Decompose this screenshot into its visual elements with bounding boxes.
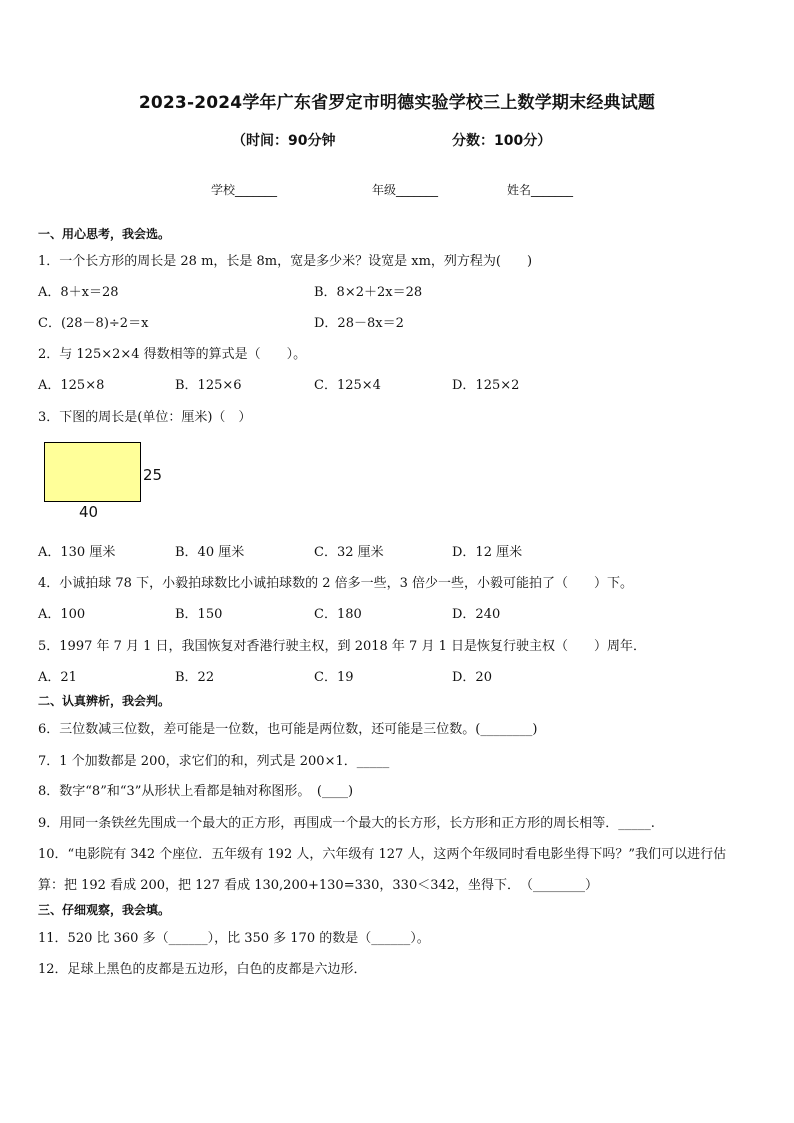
question-1: 1．一个长方形的周长是 28 m，长是 8m，宽是多少米？设宽是 xm，列方程为( ) — [38, 254, 533, 269]
q2-option-d: D．125×2 — [452, 378, 520, 393]
question-8: 8．数字“8”和“3”从形状上看都是轴对称图形。 (____) — [38, 784, 354, 799]
q5-option-b: B．22 — [175, 670, 215, 685]
page-title: 2023-2024学年广东省罗定市明德实验学校三上数学期末经典试题 — [138, 93, 656, 113]
exam-time: （时间：90分钟 — [232, 133, 336, 149]
question-12: 12．足球上黑色的皮都是五边形，白色的皮都是六边形． — [38, 962, 367, 977]
question-2: 2．与 125×2×4 得数相等的算式是（ ）。 — [38, 347, 307, 362]
q2-option-b: B．125×6 — [175, 378, 242, 393]
question-6: 6．三位数减三位数，差可能是一位数，也可能是两位数，还可能是三位数。(________) — [38, 722, 538, 737]
rectangle-figure — [44, 442, 141, 502]
q1-option-a: A．8＋x＝28 — [38, 285, 119, 300]
q4-option-b: B．150 — [175, 607, 223, 622]
q3-option-a: A．130 厘米 — [38, 545, 116, 560]
section-heading-1: 一、用心思考，我会选。 — [38, 227, 171, 241]
question-11: 11．520 比 360 多（______），比 350 多 170 的数是（______）。 — [38, 931, 430, 946]
name-field: 姓名_______ — [507, 183, 574, 197]
exam-score: 分数：100分） — [452, 133, 552, 149]
q1-option-c: C．(28－8)÷2＝x — [38, 316, 149, 331]
rectangle-height-label: 25 — [143, 466, 163, 484]
q1-option-d: D．28－8x＝2 — [314, 316, 404, 331]
question-7: 7．1 个加数都是 200，求它们的和，列式是 200×1．_____ — [38, 754, 390, 769]
q3-option-b: B．40 厘米 — [175, 545, 245, 560]
q3-option-d: D．12 厘米 — [452, 545, 523, 560]
question-4: 4．小诚拍球 78 下，小毅拍球数比小诚拍球数的 2 倍多一些，3 倍少一些，小毅可能拍了（ ）下。 — [38, 576, 634, 591]
school-field: 学校_______ — [211, 183, 278, 197]
question-3: 3．下图的周长是(单位：厘米)（ ） — [38, 410, 252, 425]
section-heading-2: 二、认真辨析，我会判。 — [38, 694, 171, 708]
q5-option-a: A．21 — [38, 670, 77, 685]
q1-option-b: B．8×2＋2x＝28 — [314, 285, 423, 300]
q3-option-c: C．32 厘米 — [314, 545, 384, 560]
grade-field: 年级_______ — [372, 183, 439, 197]
q2-option-c: C．125×4 — [314, 378, 381, 393]
question-10-line-2: 算：把 192 看成 200，把 127 看成 130,200+130=330，330＜342，坐得下． （________） — [38, 878, 599, 893]
question-10-line-1: 10．“电影院有 342 个座位．五年级有 192 人，六年级有 127 人，这两个年级同时看电影坐得下吗？”我们可以进行估 — [38, 847, 727, 862]
q4-option-c: C．180 — [314, 607, 362, 622]
question-5: 5．1997 年 7 月 1 日，我国恢复对香港行驶主权，到 2018 年 7 月 1 日是恢复行驶主权（ ）周年． — [38, 639, 646, 654]
q4-option-d: D．240 — [452, 607, 501, 622]
section-heading-3: 三、仔细观察，我会填。 — [38, 903, 171, 917]
q5-option-c: C．19 — [314, 670, 354, 685]
rectangle-width-label: 40 — [79, 503, 99, 521]
question-9: 9．用同一条铁丝先围成一个最大的正方形，再围成一个最大的长方形，长方形和正方形的周长相等．_____. — [38, 816, 655, 831]
q4-option-a: A．100 — [38, 607, 86, 622]
q2-option-a: A．125×8 — [38, 378, 105, 393]
q5-option-d: D．20 — [452, 670, 492, 685]
